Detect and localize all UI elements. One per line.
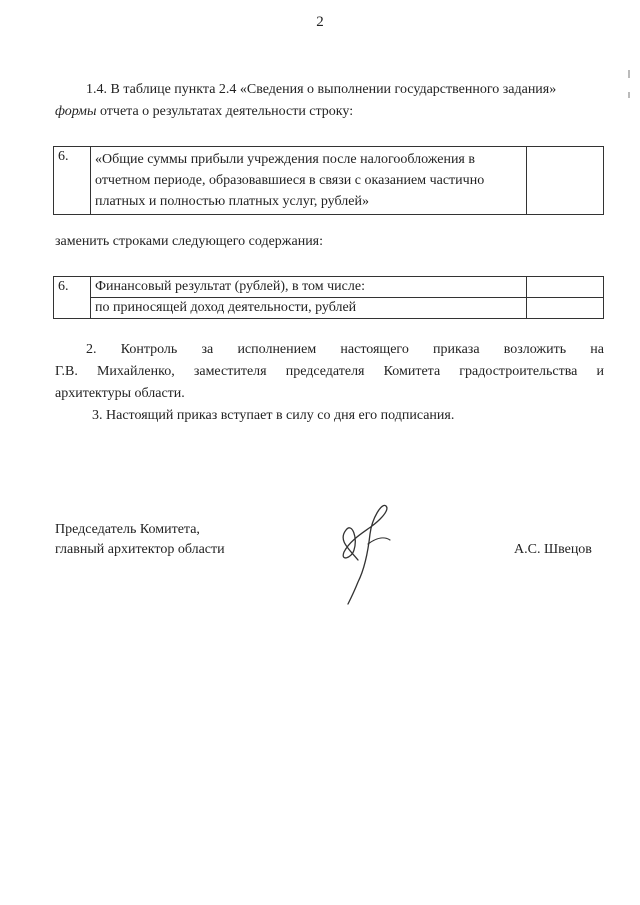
italic-word: формы bbox=[55, 104, 97, 119]
paragraph-2-line-3: архитектуры области. bbox=[55, 386, 185, 401]
scan-mark bbox=[628, 92, 630, 98]
old-row-text bbox=[91, 147, 527, 215]
old-row-line-2: отчетном периоде, образовавшиеся в связи с оказанием частично bbox=[95, 173, 485, 188]
old-row-line-3: платных и полностью платных услуг, рублей» bbox=[95, 194, 369, 209]
paragraph-1-4-line-1: 1.4. В таблице пункта 2.4 «Сведения о выполнении государственного задания» bbox=[86, 82, 557, 97]
page-number: 2 bbox=[316, 14, 324, 30]
paragraph-2-line-1: 2. Контроль за исполнением настоящего приказа возложить на bbox=[86, 342, 604, 357]
scan-mark bbox=[628, 70, 630, 78]
new-row-2-empty-cell bbox=[527, 298, 604, 319]
signatory-title-line-1: Председатель Комитета, bbox=[55, 522, 200, 537]
replace-text: заменить строками следующего содержания: bbox=[55, 234, 324, 249]
old-row-line-1: «Общие суммы прибыли учреждения после налогообложения в bbox=[95, 152, 475, 167]
old-row-number: 6. bbox=[54, 147, 91, 215]
handwritten-signature bbox=[328, 500, 408, 610]
new-row-1-text: Финансовый результат (рублей), в том числе: bbox=[91, 277, 527, 298]
paragraph-3: 3. Настоящий приказ вступает в силу со дня его подписания. bbox=[92, 408, 455, 423]
old-row-empty-cell bbox=[527, 147, 604, 215]
new-row-number: 6. bbox=[54, 277, 91, 319]
signatory-name: А.С. Швецов bbox=[514, 542, 592, 557]
old-row-table bbox=[53, 146, 604, 215]
paragraph-1-4-line-2-rest: отчета о результатах деятельности строку: bbox=[96, 104, 354, 119]
new-rows-table bbox=[53, 276, 604, 319]
paragraph-1-4-line-2 bbox=[55, 102, 353, 122]
signatory-title-line-2: главный архитектор области bbox=[55, 542, 225, 557]
new-row-1-empty-cell bbox=[527, 277, 604, 298]
new-row-2-text: по приносящей доход деятельности, рублей bbox=[91, 298, 527, 319]
paragraph-2-line-2: Г.В. Михайленко, заместителя председателя Комитета градостроительства и bbox=[55, 364, 604, 379]
